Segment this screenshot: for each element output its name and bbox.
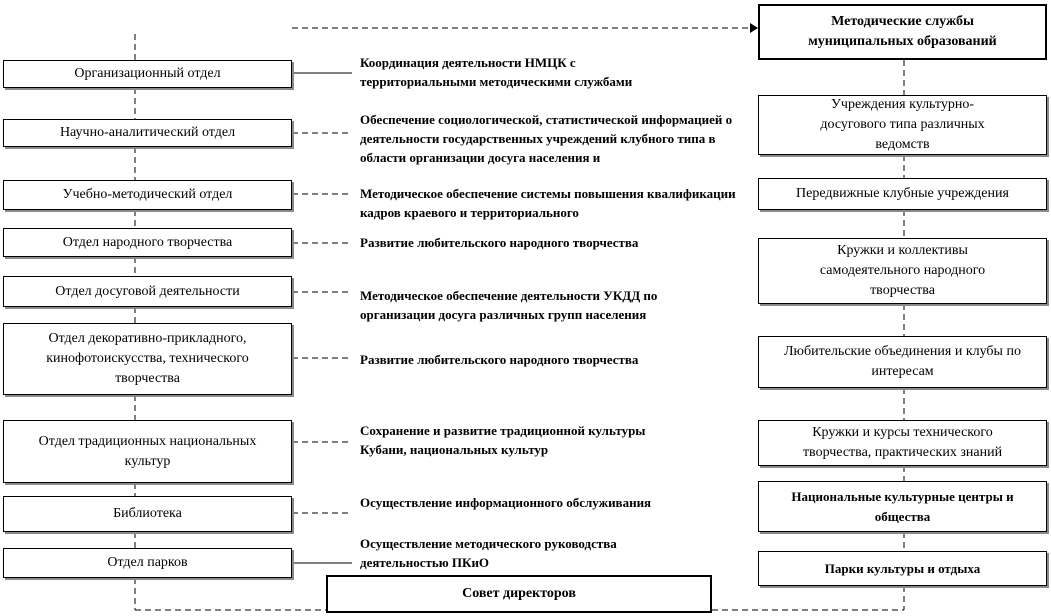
function-text: Осуществление методического руководства деятельностью ПКиО	[360, 536, 617, 570]
institution-box	[758, 95, 1047, 155]
function-text: Координация деятельности НМЦК с территориальными методическими службами	[360, 55, 633, 89]
department-box	[3, 60, 292, 88]
department-box	[3, 420, 292, 483]
function-text: Обеспечение социологической, статистической информацией о деятельности государственных учреждений клубного типа в области организации досуга населения и	[360, 112, 733, 165]
department-box	[3, 548, 292, 578]
institution-label: Кружки и коллективы самодеятельного народного творчества	[819, 243, 986, 298]
institution-box	[758, 238, 1047, 304]
methodical-services-title: Методические службы муниципальных образований	[808, 14, 997, 49]
institution-label: Кружки и курсы технического творчества, практических знаний	[802, 425, 1003, 460]
department-label: Отдел досуговой деятельности	[55, 283, 240, 299]
institution-box	[758, 336, 1047, 388]
institution-box	[758, 420, 1047, 466]
institution-label: Учреждения культурно-досугового типа различных ведомств	[820, 97, 985, 152]
department-label: Учебно-методический отдел	[62, 187, 233, 202]
department-label: Библиотека	[113, 506, 182, 521]
department-box	[3, 276, 292, 307]
board-of-directors-title: Совет директоров	[462, 586, 576, 601]
department-label: Отдел традиционных национальных культур	[38, 433, 257, 469]
institution-box	[758, 178, 1047, 210]
department-label: Отдел декоративно-прикладного, кинофотоискусства, технического творчества	[46, 331, 249, 386]
institution-label: Национальные культурные центры и общества	[791, 488, 1014, 524]
function-text: Осуществление информационного обслуживания	[360, 495, 652, 510]
department-label: Отдел народного творчества	[62, 234, 233, 250]
department-box	[3, 119, 292, 147]
institution-label: Парки культуры и отдыха	[824, 560, 981, 576]
function-text: Методическое обеспечение деятельности УКДД по организации досуга различных групп населения	[360, 288, 658, 322]
institution-box	[758, 481, 1047, 532]
department-box	[3, 323, 292, 395]
board-of-directors-box	[326, 575, 712, 613]
department-box	[3, 180, 292, 210]
department-label: Научно-аналитический отдел	[59, 125, 236, 140]
department-label: Организационный отдел	[74, 66, 221, 81]
institution-box	[758, 551, 1047, 586]
function-text: Методическое обеспечение системы повышения квалификации кадров краевого и территориального	[360, 186, 736, 220]
department-box	[3, 228, 292, 257]
department-box	[3, 496, 292, 532]
institution-label: Передвижные клубные учреждения	[796, 186, 1009, 201]
function-text: Сохранение и развитие традиционной культуры Кубани, национальных культур	[360, 423, 646, 457]
function-text: Развитие любительского народного творчества	[360, 235, 639, 250]
institution-label: Любительские объединения и клубы по интересам	[784, 344, 1021, 379]
methodical-services-box	[758, 4, 1047, 60]
department-label: Отдел парков	[107, 555, 188, 570]
function-text: Развитие любительского народного творчества	[360, 352, 639, 367]
